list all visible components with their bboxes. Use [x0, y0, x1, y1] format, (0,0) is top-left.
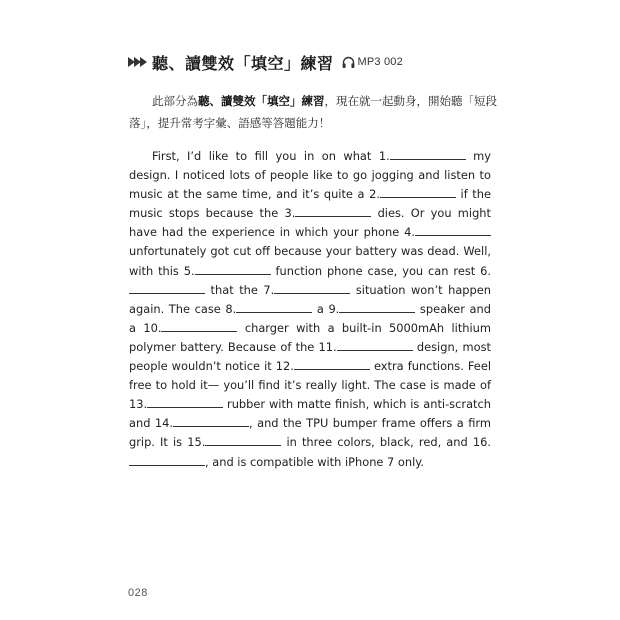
passage-segment: , and the TPU bumper frame offers a firm grip. It is 15. — [129, 416, 492, 450]
passage-segment: my design. I noticed lots of people like to go jogging and listen to music at the same time, and it’s quite a 2. — [129, 149, 491, 202]
blank-10[interactable] — [161, 322, 237, 332]
blank-5[interactable] — [195, 265, 271, 275]
blank-2[interactable] — [380, 188, 456, 198]
blank-4[interactable] — [415, 226, 491, 236]
audio-track-label[interactable]: MP3 002 — [357, 56, 403, 68]
passage-segment: a 9. — [312, 301, 340, 316]
passage-segment: situation won’t happen again. The case 8. — [129, 282, 491, 316]
instructions — [129, 90, 499, 134]
cloze-passage — [129, 147, 491, 472]
blank-15[interactable] — [205, 436, 281, 446]
section-header — [128, 49, 403, 75]
passage-segment: speaker and a 10. — [129, 301, 491, 335]
passage-segment: First, I’d like to fill you in on what 1. — [152, 149, 390, 163]
passage-segment: charger with a built-in 5000mAh lithium polymer battery. Because of the 11. — [129, 320, 491, 354]
page-number: 028 — [128, 587, 148, 599]
passage-segment: unfortunately got cut off because your battery was dead. Well, with this 5. — [129, 244, 491, 278]
blank-7[interactable] — [274, 284, 350, 294]
passage-segment: dies. Or you might have had the experience in which your phone 4. — [129, 206, 491, 240]
intro-text-2: ，現在就一起動身，開始聽「短段落」，提升常考字彙、語感等答題能力！ — [129, 94, 497, 130]
passage-segment: function phone case, you can rest 6. — [270, 263, 491, 278]
blank-14[interactable] — [173, 417, 249, 427]
blank-12[interactable] — [294, 360, 370, 370]
passage-segment: in three colors, black, red, and 16. — [281, 435, 491, 450]
passage-segment: rubber with matte finish, which is anti-scratch and 14. — [129, 397, 491, 431]
blank-3[interactable] — [295, 207, 371, 217]
blank-11[interactable] — [337, 341, 413, 351]
blank-9[interactable] — [339, 303, 415, 313]
intro-bold: 聽、讀雙效「填空」練習 — [198, 94, 325, 108]
passage-segment: extra functions. Feel free to hold it— you’ll find it’s really light. The case is made of 13. — [129, 359, 491, 412]
headphones-icon[interactable] — [342, 56, 355, 69]
passage-segment: if the music stops because the 3. — [129, 187, 491, 221]
blank-8[interactable] — [236, 303, 312, 313]
blank-13[interactable] — [147, 398, 223, 408]
passage-segment: design, most people wouldn’t notice it 12. — [129, 339, 491, 374]
section-title: 聽、讀雙效「填空」練習 — [152, 53, 334, 73]
blank-6[interactable] — [129, 284, 205, 294]
double-play-arrows-icon — [128, 56, 148, 68]
blank-1[interactable] — [390, 150, 466, 160]
blank-16[interactable] — [129, 456, 205, 466]
passage-segment: , and is compatible with iPhone 7 only. — [205, 454, 425, 469]
passage-segment: that the 7. — [205, 282, 275, 297]
intro-text-1: 此部分為 — [152, 94, 198, 108]
